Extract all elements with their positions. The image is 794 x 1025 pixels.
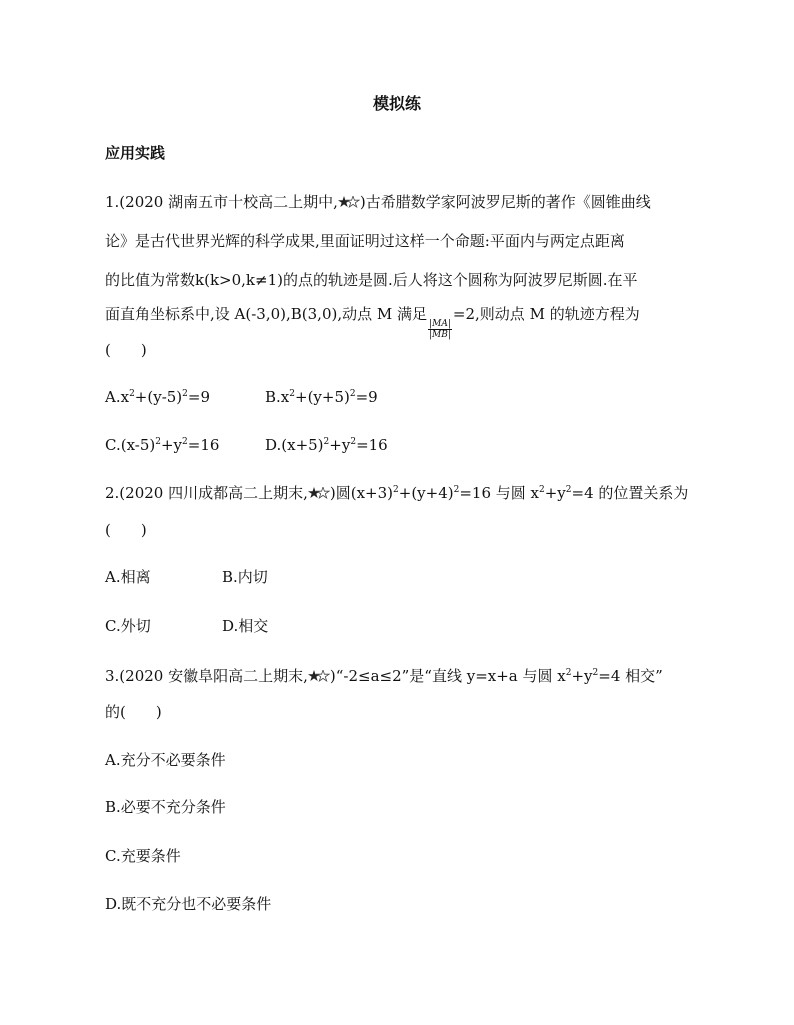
q2-option-a[interactable]: A.相离 (105, 568, 151, 586)
q3-option-a[interactable]: A.充分不必要条件 (105, 751, 226, 769)
q1-option-a[interactable]: $A.x^2+(y-5)^2=9$ (105, 388, 211, 406)
difficulty-stars-icon (338, 196, 360, 208)
fraction-numerator: |MA| (429, 319, 451, 329)
q3-option-b[interactable]: B.必要不充分条件 (105, 798, 226, 816)
question-3-line-2: 的( ) (105, 703, 162, 721)
section-heading: 应用实践 (105, 144, 166, 162)
question-1-line-4 (105, 304, 640, 340)
question-1-line-3: 的比值为常数k(k>0,k≠1)的点的轨迹是圆.后人将这个圆称为阿波罗尼斯圆.在平 (105, 271, 638, 289)
q2-option-c[interactable]: C.外切 (105, 617, 151, 635)
q3-option-c[interactable]: C.充要条件 (105, 847, 181, 865)
question-1-line-1 (105, 192, 651, 212)
question-2-answer-paren: ( ) (105, 521, 147, 539)
q1-text-1: )古希腊数学家阿波罗尼斯的著作《圆锥曲线 (359, 193, 651, 211)
question-3-line-1: 3.(2020 安徽阜阳高二上期末, )“-2≤a≤2”是“直线 y=x+a 与圆 $x^2+y^2=4$ 相交” (105, 667, 663, 685)
q1-option-c[interactable]: $C.(x-5)^2+y^2=16$ (105, 436, 220, 454)
q2-option-d[interactable]: D.相交 (222, 617, 269, 635)
q2-option-b[interactable]: B.内切 (222, 568, 268, 586)
q1-option-d[interactable]: $D.(x+5)^2+y^2=16$ (265, 436, 388, 454)
q3-option-d[interactable]: D.既不充分也不必要条件 (105, 895, 272, 913)
q1-text-4: 面直角坐标系中,设 A(-3,0),B(3,0),动点 M 满足 (105, 305, 428, 323)
difficulty-stars-icon (308, 670, 330, 682)
ratio-fraction (428, 319, 452, 340)
question-1-answer-paren: ( ) (105, 341, 147, 359)
difficulty-stars-icon (308, 487, 330, 499)
question-2-line-1: 2.(2020 四川成都高二上期末, )圆$(x+3)^2+(y+4)^2=16$ 与圆 $x^2+y^2=4$ 的位置关系为 (105, 484, 689, 502)
q2-source: 2.(2020 四川成都高二上期末, (105, 484, 308, 502)
q1-source: 1.(2020 湖南五市十校高二上期中, (105, 193, 338, 211)
question-1-line-2: 论》是古代世界光辉的科学成果,里面证明过这样一个命题:平面内与两定点距离 (105, 232, 625, 250)
fraction-denominator: |MB| (429, 330, 451, 340)
q3-source: 3.(2020 安徽阜阳高二上期末, (105, 667, 308, 685)
q1-text-4b: =2,则动点 M 的轨迹方程为 (452, 305, 640, 323)
q1-option-b[interactable]: $B.x^2+(y+5)^2=9$ (265, 388, 378, 406)
page-title: 模拟练 (372, 94, 421, 113)
